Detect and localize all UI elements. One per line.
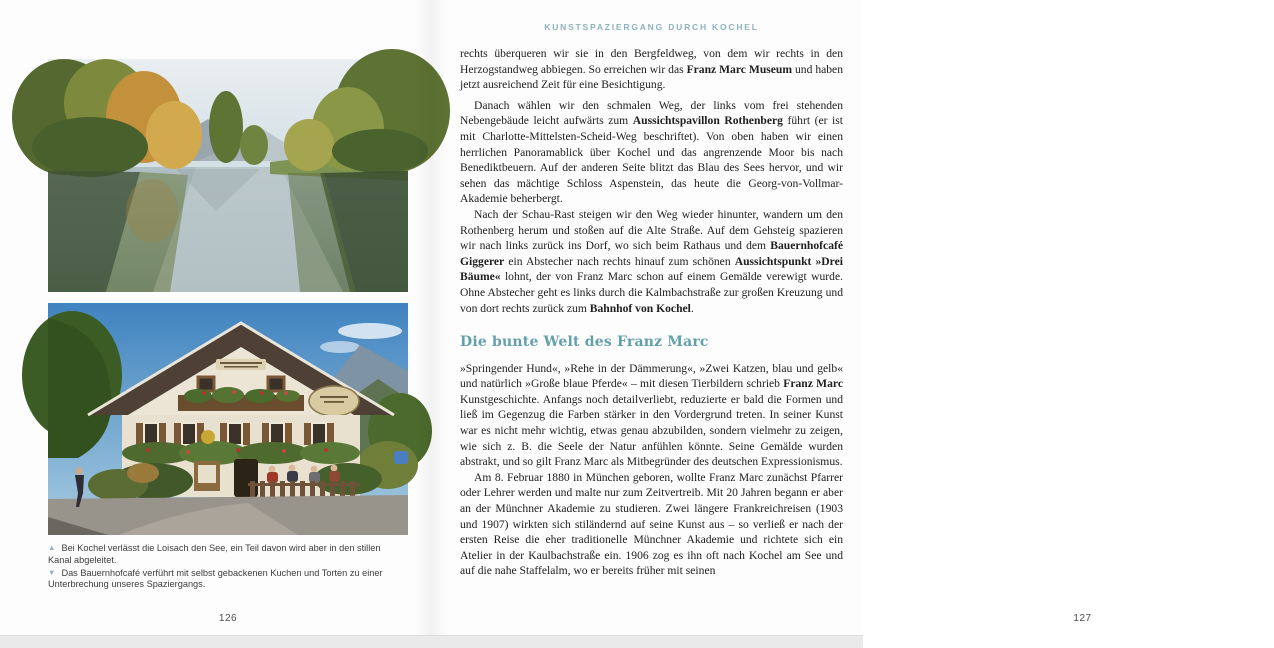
body-text-column	[460, 46, 843, 579]
caption-up-triangle-icon: ▲	[48, 543, 56, 552]
running-header: KUNSTSPAZIERGANG DURCH KOCHEL	[544, 22, 759, 32]
photo-loisach-canal	[48, 59, 408, 292]
page-gutter-shadow	[414, 0, 448, 635]
photo-caption	[48, 568, 406, 592]
canal-photo-illustration	[48, 59, 408, 292]
farmhouse-photo-illustration	[48, 303, 408, 535]
photo-bauernhofcafe	[48, 303, 408, 535]
body-paragraph: Am 8. Februar 1880 in München geboren, wollte Franz Marc zunächst Pfarrer oder Lehrer werden und malte nur zum Zeitvertreib. Mit 20 Jahren begann er aber an der Münchner Akademie zu studieren. Zwei längere Frankreichreisen (1903 und 1907) wirkten sich stiländernd auf seine Kunst aus – so verließ er nach der ersten Reise die eher traditionelle Münchner Akademie und richtete sich ein Atelier in der Kaulbachstraße ein. 1906 zog es ihn oft nach Kochel am See und auf die nahe Staffelalm, wo er bereits früher mit seinen	[460, 470, 843, 578]
scan-edge	[0, 635, 863, 648]
page-number-left: 126	[218, 613, 238, 624]
left-page	[0, 0, 431, 635]
body-paragraph: »Springender Hund«, »Rehe in der Dämmerung«, »Zwei Katzen, blau und gelb« und natürlich »Große blaue Pferde« – mit diesen Tierbildern schrieb Franz Marc Kunstgeschichte. Anfangs noch detailverliebt, reduzierte er bald die Formen und ließ im Gegenzug die Farben stärker in den Vordergrund treten. In seiner Kunst war es nicht mehr wichtig, etwas genau abzubilden, sondern vielmehr zu zeigen, wie sich z. B. die Seele der Natur anfühlen könnte. Seine Gemälde wurden abstrakt, und so gilt Franz Marc als Mitbegründer des deutschen Expressionismus.	[460, 361, 843, 469]
caption-down-triangle-icon: ▼	[48, 567, 56, 577]
photo-caption	[48, 543, 406, 567]
body-paragraph: rechts überqueren wir sie in den Bergfeldweg, von dem wir rechts in den Herzogstandweg abbiegen. So erreichen wir das Franz Marc Museum und haben jetzt ausreichend Zeit für eine Besichtigung.	[460, 47, 843, 92]
caption-text: Bei Kochel verlässt die Loisach den See, ein Teil davon wird aber in den stillen Kanal abgeleitet.	[48, 543, 381, 565]
body-paragraph: Nach der Schau-Rast steigen wir den Weg wieder hinunter, wandern um den Rothenberg herum und stoßen auf die Alte Straße. Auf dem Gehsteig spazieren wir nach links zurück ins Dorf, wo sich beim Rathaus und dem Bauernhofcafé Giggerer ein Abstecher nach rechts hinauf zum schönen Aussichtspunkt »Drei Bäume« lohnt, der von Franz Marc schon auf einem Gemälde verewigt wurde. Ohne Abstecher geht es links durch die Kalmbachstraße zur großen Kreuzung und von dort rechts zurück zum Bahnhof von Kochel.	[460, 207, 843, 315]
body-paragraph: Danach wählen wir den schmalen Weg, der links vom frei stehenden Nebengebäude leicht aufwärts zum Aussichtspavillon Rothenberg führt (er ist mit Charlotte-Mittelsten-Scheid-Weg beschriftet). Von oben haben wir einen herrlichen Panoramablick über Kochel und das angrenzende Moor bis nach Benediktbeuern. Auf der anderen Seite blitzt das Blau des Sees hervor, und wir sehen das mächtige Schloss Aspenstein, das heute die Georg-von-Vollmar-Akademie beherbergt.	[460, 98, 843, 206]
photo-captions	[48, 543, 406, 592]
right-page	[431, 0, 1092, 635]
section-heading: Die bunte Welt des Franz Marc	[460, 334, 709, 351]
caption-text: Das Bauernhofcafé verführt mit selbst gebackenen Kuchen und Torten zu einer Unterbrechung unseres Spaziergangs.	[48, 567, 383, 590]
page-number-right: 127	[1073, 613, 1092, 624]
